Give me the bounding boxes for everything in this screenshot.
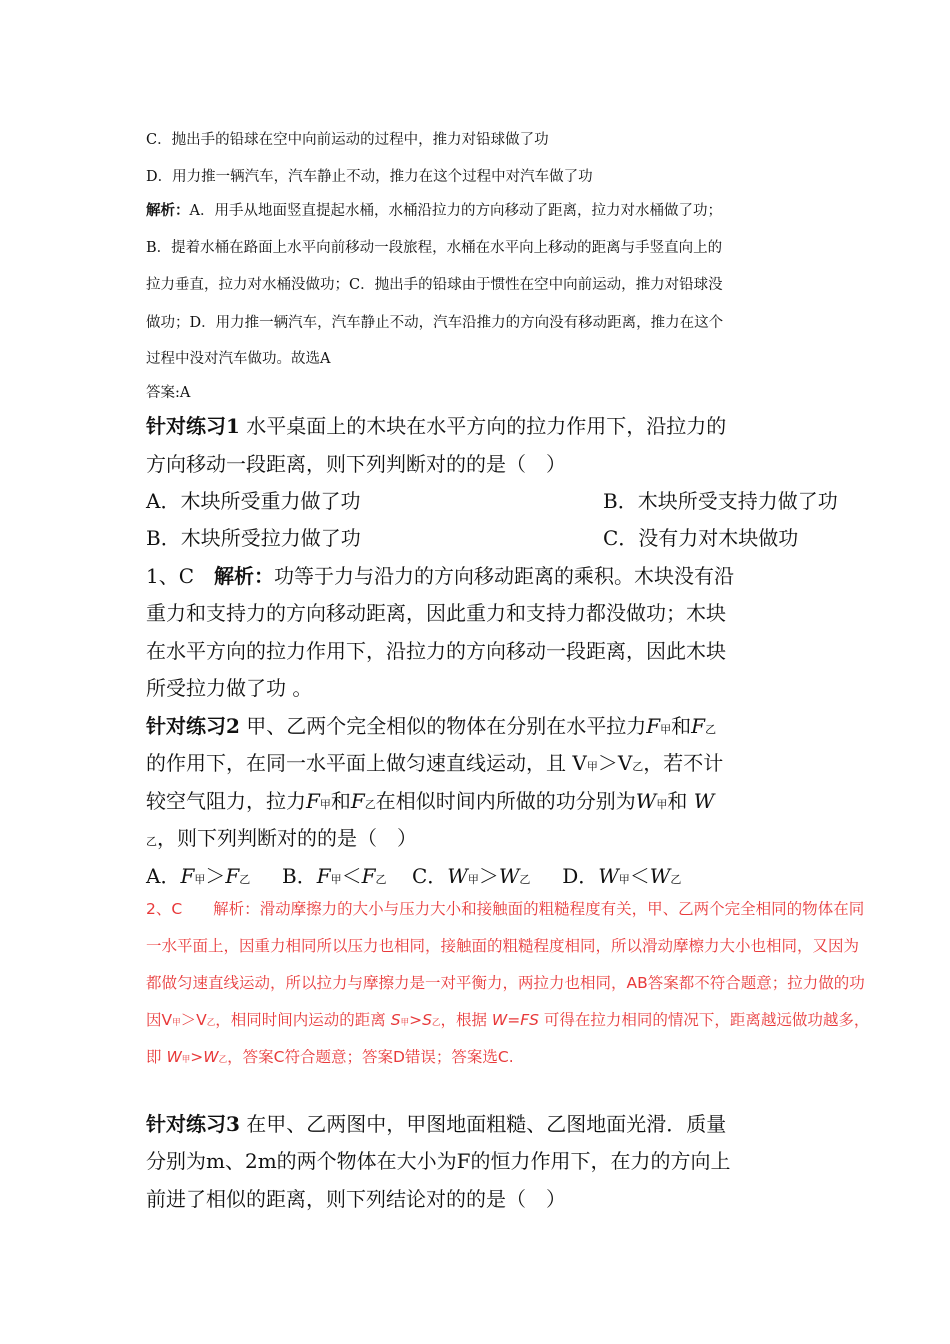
- exercise-1-answer-line-3: 在水平方向的拉力作用下，沿拉力的方向移动一段距离，因此木块: [146, 639, 726, 663]
- exercise-2-red-analysis-line-5: 即 W甲>W乙，答案C符合题意；答案D错误；答案选C.: [146, 1048, 514, 1066]
- exercise-2-red-analysis-line-2: 一水平面上，因重力相同所以压力也相同，接触面的粗糙程度相同，所以滑动摩檫力大小也相同，又因为: [146, 937, 860, 955]
- example-option-d: D．用力推一辆汽车，汽车静止不动，推力在这个过程中对汽车做了功: [146, 169, 593, 185]
- exercise-1-label: 针对练习1: [146, 414, 240, 438]
- exercise-2-option-a: A．F甲＞F乙: [146, 864, 251, 888]
- example-analysis-line-1: 解析：A．用手从地面竖直提起水桶，水桶沿拉力的方向移动了距离，拉力对水桶做了功；: [146, 202, 722, 219]
- exercise-3-question-line-2: 分别为m、2m的两个物体在大小为F的恒力作用下，在力的方向上: [146, 1149, 731, 1173]
- exercise-2-question-line-3: 较空气阻力，拉力F甲和F乙在相似时间内所做的功分别为W甲和 W: [146, 789, 715, 813]
- exercise-1-options-row-2: [146, 522, 799, 551]
- exercise-1-option-a: A．木块所受重力做了功: [146, 489, 361, 513]
- exercise-1-answer-line-2: 重力和支持力的方向移动距离，因此重力和支持力都没做功；木块: [146, 601, 726, 625]
- exercise-1-option-b: B．木块所受支持力做了功: [603, 489, 838, 513]
- example-analysis-line-2: B．提着水桶在路面上水平向前移动一段旅程，水桶在水平向上移动的距离与手竖直向上的: [146, 240, 723, 256]
- exercise-2-red-analysis-line-1: 2、C 解析：滑动摩擦力的大小与压力大小和接触面的粗糙程度有关，甲、乙两个完全相同的物体在同: [146, 900, 865, 918]
- exercise-3-label: 针对练习3: [146, 1112, 240, 1136]
- exercise-1-option-c: C．没有力对木块做功: [603, 526, 799, 550]
- exercise-3-question-line-1: 针对练习3 在甲、乙两图中，甲图地面粗糙、乙图地面光滑．质量: [146, 1112, 727, 1136]
- exercise-1-option-b2: B．木块所受拉力做了功: [146, 526, 361, 550]
- example-option-c: C．抛出手的铅球在空中向前运动的过程中，推力对铅球做了功: [146, 132, 549, 148]
- exercise-2-red-analysis-line-3: 都做匀速直线运动，所以拉力与摩擦力是一对平衡力，两拉力也相同，AB答案都不符合题意；拉力做的功: [146, 974, 865, 992]
- exercise-1-question-line-1: 针对练习1 水平桌面上的木块在水平方向的拉力作用下，沿拉力的: [146, 414, 727, 438]
- exercise-2-red-analysis-line-4: 因V甲＞V乙，相同时间内运动的距离 S甲>S乙，根据 W=FS 可得在拉力相同的情况下，距离越远做功越多，: [146, 1011, 870, 1029]
- exercise-2-options: [146, 860, 681, 889]
- exercise-2-option-d: D．W甲＜W乙: [562, 864, 682, 888]
- exercise-2-question-line-1: 针对练习2 甲、乙两个完全相似的物体在分别在水平拉力F甲和F乙: [146, 714, 717, 738]
- exercise-2-label: 针对练习2: [146, 714, 240, 738]
- exercise-2-question-line-4: 乙，则下列判断对的的是（ ）: [146, 826, 417, 850]
- exercise-1-answer-line-1: 1、C 解析：功等于力与沿力的方向移动距离的乘积。木块没有沿: [146, 564, 735, 588]
- exercise-1-question-line-2: 方向移动一段距离，则下列判断对的的是（ ）: [146, 452, 566, 476]
- example-analysis-line-3: 拉力垂直，拉力对水桶没做功；C．抛出手的铅球由于惯性在空中向前运动，推力对铅球没: [146, 277, 723, 293]
- exercise-1-answer-line-4: 所受拉力做了功 。: [146, 676, 313, 700]
- exercise-2-option-c: C．W甲＞W乙: [411, 864, 531, 888]
- exercise-2-option-b: B．F甲＜F乙: [282, 864, 387, 888]
- example-answer: 答案:A: [146, 385, 191, 401]
- example-analysis-line-5: 过程中没对汽车做功。故选A: [146, 351, 331, 367]
- exercise-3-question-line-3: 前进了相似的距离，则下列结论对的的是（ ）: [146, 1187, 566, 1211]
- example-analysis-line-4: 做功；D．用力推一辆汽车，汽车静止不动，汽车沿推力的方向没有移动距离，推力在这个: [146, 315, 724, 331]
- exercise-2-question-line-2: 的作用下，在同一水平面上做匀速直线运动，且 V甲＞V乙，若不计: [146, 751, 724, 775]
- exercise-1-options-row-1: [146, 485, 838, 514]
- analysis-label: 解析：: [146, 202, 190, 219]
